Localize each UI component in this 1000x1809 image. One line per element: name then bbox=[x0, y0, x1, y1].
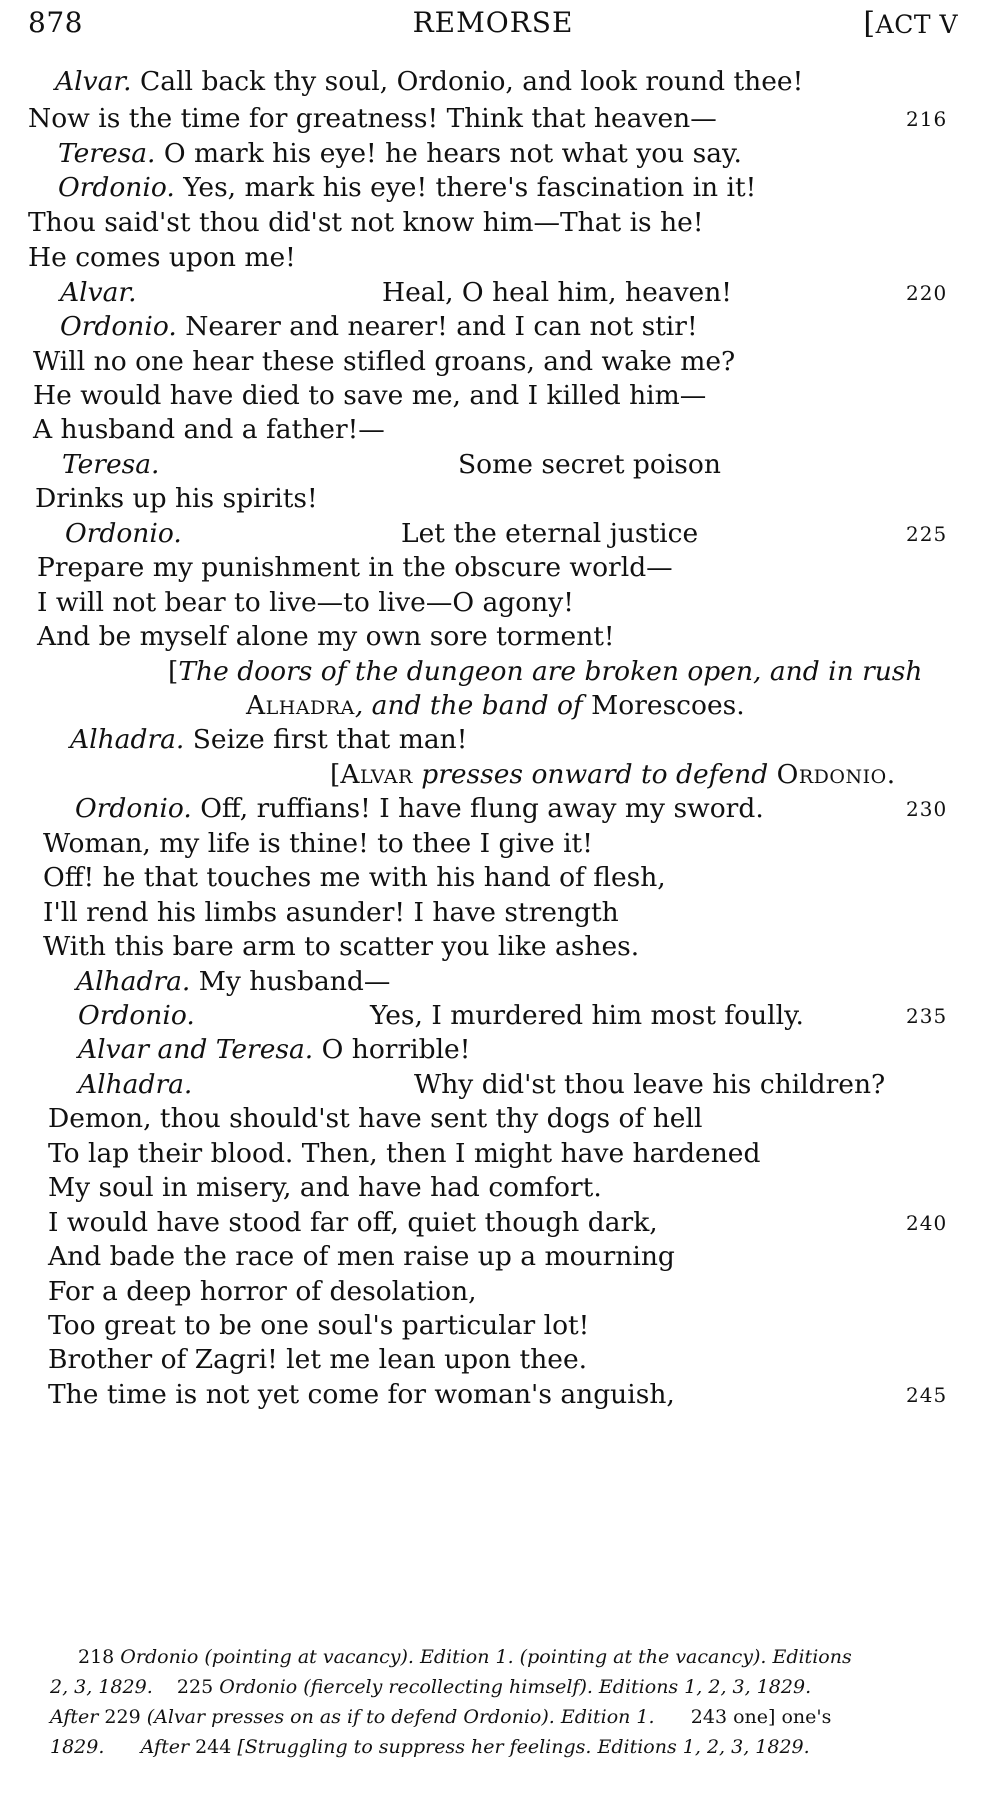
line-text: Nearer and nearer! and I can not stir! bbox=[176, 311, 698, 342]
speaker-name: Ordonio. bbox=[60, 311, 177, 342]
line-text: Too great to be one soul's particular lot! bbox=[48, 1310, 590, 1341]
line-text: The time is not yet come for woman's anguish, bbox=[48, 1379, 675, 1410]
speaker-name: Teresa. bbox=[62, 449, 160, 480]
line-text: Call back thy soul, Ordonio, and look round thee! bbox=[131, 66, 804, 97]
verse-line bbox=[0, 1101, 1000, 1139]
speaker-name: Ordonio. bbox=[75, 793, 192, 824]
line-text: Yes, I murdered him most foully. bbox=[370, 1000, 804, 1031]
line-text: I'll rend his limbs asunder! I have strength bbox=[43, 897, 619, 928]
verse-line bbox=[0, 412, 1000, 450]
line-text: My husband— bbox=[190, 966, 391, 997]
speaker-name: Ordonio. bbox=[58, 172, 175, 203]
act-label bbox=[863, 6, 958, 41]
line-text: Off, ruffians! I have flung away my sword. bbox=[191, 793, 764, 824]
verse-line bbox=[0, 791, 1000, 829]
running-title: REMORSE bbox=[412, 6, 574, 39]
verse-line bbox=[0, 1308, 1000, 1346]
verse-line bbox=[0, 275, 1000, 313]
stage-direction bbox=[0, 654, 1000, 692]
line-text: Heal, O heal him, heaven! bbox=[382, 277, 732, 308]
footnote-line bbox=[50, 1702, 980, 1732]
verse-line bbox=[0, 1239, 1000, 1277]
page-number: 878 bbox=[28, 6, 83, 39]
line-text: Drinks up his spirits! bbox=[35, 483, 318, 514]
sd-bracket: [ bbox=[168, 656, 179, 687]
verse-line bbox=[0, 516, 1000, 554]
line-text: He comes upon me! bbox=[28, 242, 296, 273]
line-text: And bade the race of men raise up a mourning bbox=[48, 1241, 675, 1272]
line-text: Now is the time for greatness! Think that heaven— bbox=[28, 103, 717, 134]
line-text: O horrible! bbox=[313, 1034, 471, 1065]
stage-direction bbox=[0, 688, 1000, 726]
line-text: Demon, thou should'st have sent thy dogs of hell bbox=[48, 1103, 703, 1134]
footnote-text: After bbox=[50, 1706, 105, 1728]
speaker-name: Alhadra. bbox=[76, 966, 191, 997]
verse-line bbox=[0, 550, 1000, 588]
footnote-text: Ordonio (pointing at vacancy). Edition 1. (pointing at the vacancy). Editions bbox=[114, 1646, 852, 1668]
verse-line bbox=[0, 998, 1000, 1036]
line-text: O mark his eye! he hears not what you say. bbox=[155, 138, 742, 169]
character-name: Alhadra bbox=[246, 690, 355, 721]
line-number: 220 bbox=[906, 281, 948, 305]
line-text: Let the eternal justice bbox=[401, 518, 699, 549]
verse-line bbox=[0, 378, 1000, 416]
line-text: Seize first that man! bbox=[184, 724, 468, 755]
verse-line bbox=[0, 309, 1000, 347]
verse-line bbox=[0, 1342, 1000, 1380]
stage-direction bbox=[0, 757, 1000, 795]
footnote-number: 229 bbox=[104, 1706, 141, 1728]
character-name: Ordonio. bbox=[776, 759, 896, 790]
act-text: ACT V bbox=[875, 10, 958, 39]
act-bracket: [ bbox=[863, 6, 876, 41]
sd-bracket: [ bbox=[330, 759, 341, 790]
line-number: 245 bbox=[906, 1383, 948, 1407]
footnote-line bbox=[50, 1732, 980, 1762]
line-number: 225 bbox=[906, 522, 948, 546]
line-text: Prepare my punishment in the obscure world— bbox=[37, 552, 673, 583]
line-text: Why did'st thou leave his children? bbox=[414, 1069, 886, 1100]
line-number: 235 bbox=[906, 1004, 948, 1028]
speaker-name: Ordonio. bbox=[65, 518, 182, 549]
line-number: 240 bbox=[906, 1211, 948, 1235]
speaker-name: Alhadra. bbox=[70, 724, 185, 755]
speaker-name: Alvar and Teresa. bbox=[78, 1034, 314, 1065]
verse-line bbox=[0, 1170, 1000, 1208]
footnote-text: [Struggling to suppress her feelings. Editions 1, 2, 3, 1829. bbox=[231, 1736, 810, 1758]
verse-line bbox=[0, 101, 1000, 139]
verse-line bbox=[0, 1205, 1000, 1243]
footnote-text: Ordonio (fiercely recollecting himself). Editions 1, 2, 3, 1829. bbox=[213, 1676, 812, 1698]
verse-line bbox=[0, 860, 1000, 898]
line-text: Yes, mark his eye! there's fascination in it! bbox=[174, 172, 757, 203]
footnote-text: 1829. bbox=[50, 1736, 105, 1758]
line-text: I would have stood far off, quiet though dark, bbox=[48, 1207, 658, 1238]
line-text: To lap their blood. Then, then I might have hardened bbox=[48, 1138, 761, 1169]
verse-line bbox=[0, 1032, 1000, 1070]
character-name: Morescoes. bbox=[591, 690, 745, 721]
line-number: 230 bbox=[906, 797, 948, 821]
footnote-line bbox=[50, 1672, 980, 1702]
verse-line bbox=[0, 964, 1000, 1002]
line-text: For a deep horror of desolation, bbox=[48, 1276, 477, 1307]
verse-line bbox=[0, 1274, 1000, 1312]
line-text: A husband and a father!— bbox=[33, 414, 385, 445]
sd-text: presses onward to defend bbox=[412, 759, 777, 790]
verse-line bbox=[0, 895, 1000, 933]
line-text: Some secret poison bbox=[458, 449, 721, 480]
verse-line bbox=[0, 240, 1000, 278]
speaker-name: Ordonio. bbox=[78, 1000, 195, 1031]
verse-line bbox=[0, 205, 1000, 243]
footnote-text: one] one's bbox=[727, 1706, 832, 1728]
footnote-number: 244 bbox=[195, 1736, 232, 1758]
line-text: With this bare arm to scatter you like ashes. bbox=[43, 931, 640, 962]
verse-line bbox=[0, 1067, 1000, 1105]
line-text: Off! he that touches me with his hand of flesh, bbox=[43, 862, 666, 893]
verse-line bbox=[0, 619, 1000, 657]
line-number: 216 bbox=[906, 107, 948, 131]
line-text: Woman, my life is thine! to thee I give it! bbox=[43, 828, 593, 859]
line-text: He would have died to save me, and I killed him— bbox=[33, 380, 707, 411]
character-name: Alvar bbox=[340, 759, 413, 790]
sd-text: , and the band of bbox=[354, 690, 592, 721]
line-text: Brother of Zagri! let me lean upon thee. bbox=[48, 1344, 588, 1375]
verse-line bbox=[0, 64, 1000, 102]
verse-line bbox=[0, 344, 1000, 382]
line-text: Will no one hear these stifled groans, and wake me? bbox=[33, 346, 736, 377]
footnote-text: (Alvar presses on as if to defend Ordonio). Edition 1. bbox=[140, 1706, 655, 1728]
footnote-line bbox=[50, 1642, 980, 1672]
verse-line bbox=[0, 585, 1000, 623]
verse-line bbox=[0, 447, 1000, 485]
running-header bbox=[28, 6, 958, 46]
verse-line bbox=[0, 481, 1000, 519]
footnote-number: 218 bbox=[78, 1646, 115, 1668]
line-text: I will not bear to live—to live—O agony! bbox=[37, 587, 574, 618]
verse-line bbox=[0, 929, 1000, 967]
verse-line bbox=[0, 1377, 1000, 1415]
verse-line bbox=[0, 722, 1000, 760]
footnote-number: 225 bbox=[176, 1676, 214, 1698]
sd-text: The doors of the dungeon are broken open, and in rush bbox=[178, 656, 923, 687]
speaker-name: Alvar. bbox=[60, 277, 137, 308]
speaker-name: Alhadra. bbox=[78, 1069, 193, 1100]
footnotes bbox=[50, 1642, 980, 1762]
verse-line bbox=[0, 826, 1000, 864]
footnote-text: After bbox=[140, 1736, 196, 1758]
verse-line bbox=[0, 170, 1000, 208]
footnote-number: 243 bbox=[690, 1706, 728, 1728]
line-text: My soul in misery, and have had comfort. bbox=[48, 1172, 602, 1203]
verse-line bbox=[0, 136, 1000, 174]
footnote-text: 2, 3, 1829. bbox=[50, 1676, 153, 1698]
line-text: Thou said'st thou did'st not know him—That is he! bbox=[28, 207, 704, 238]
speaker-name: Teresa. bbox=[58, 138, 156, 169]
line-text: And be myself alone my own sore torment! bbox=[37, 621, 615, 652]
verse-line bbox=[0, 1136, 1000, 1174]
speaker-name: Alvar. bbox=[55, 66, 132, 97]
